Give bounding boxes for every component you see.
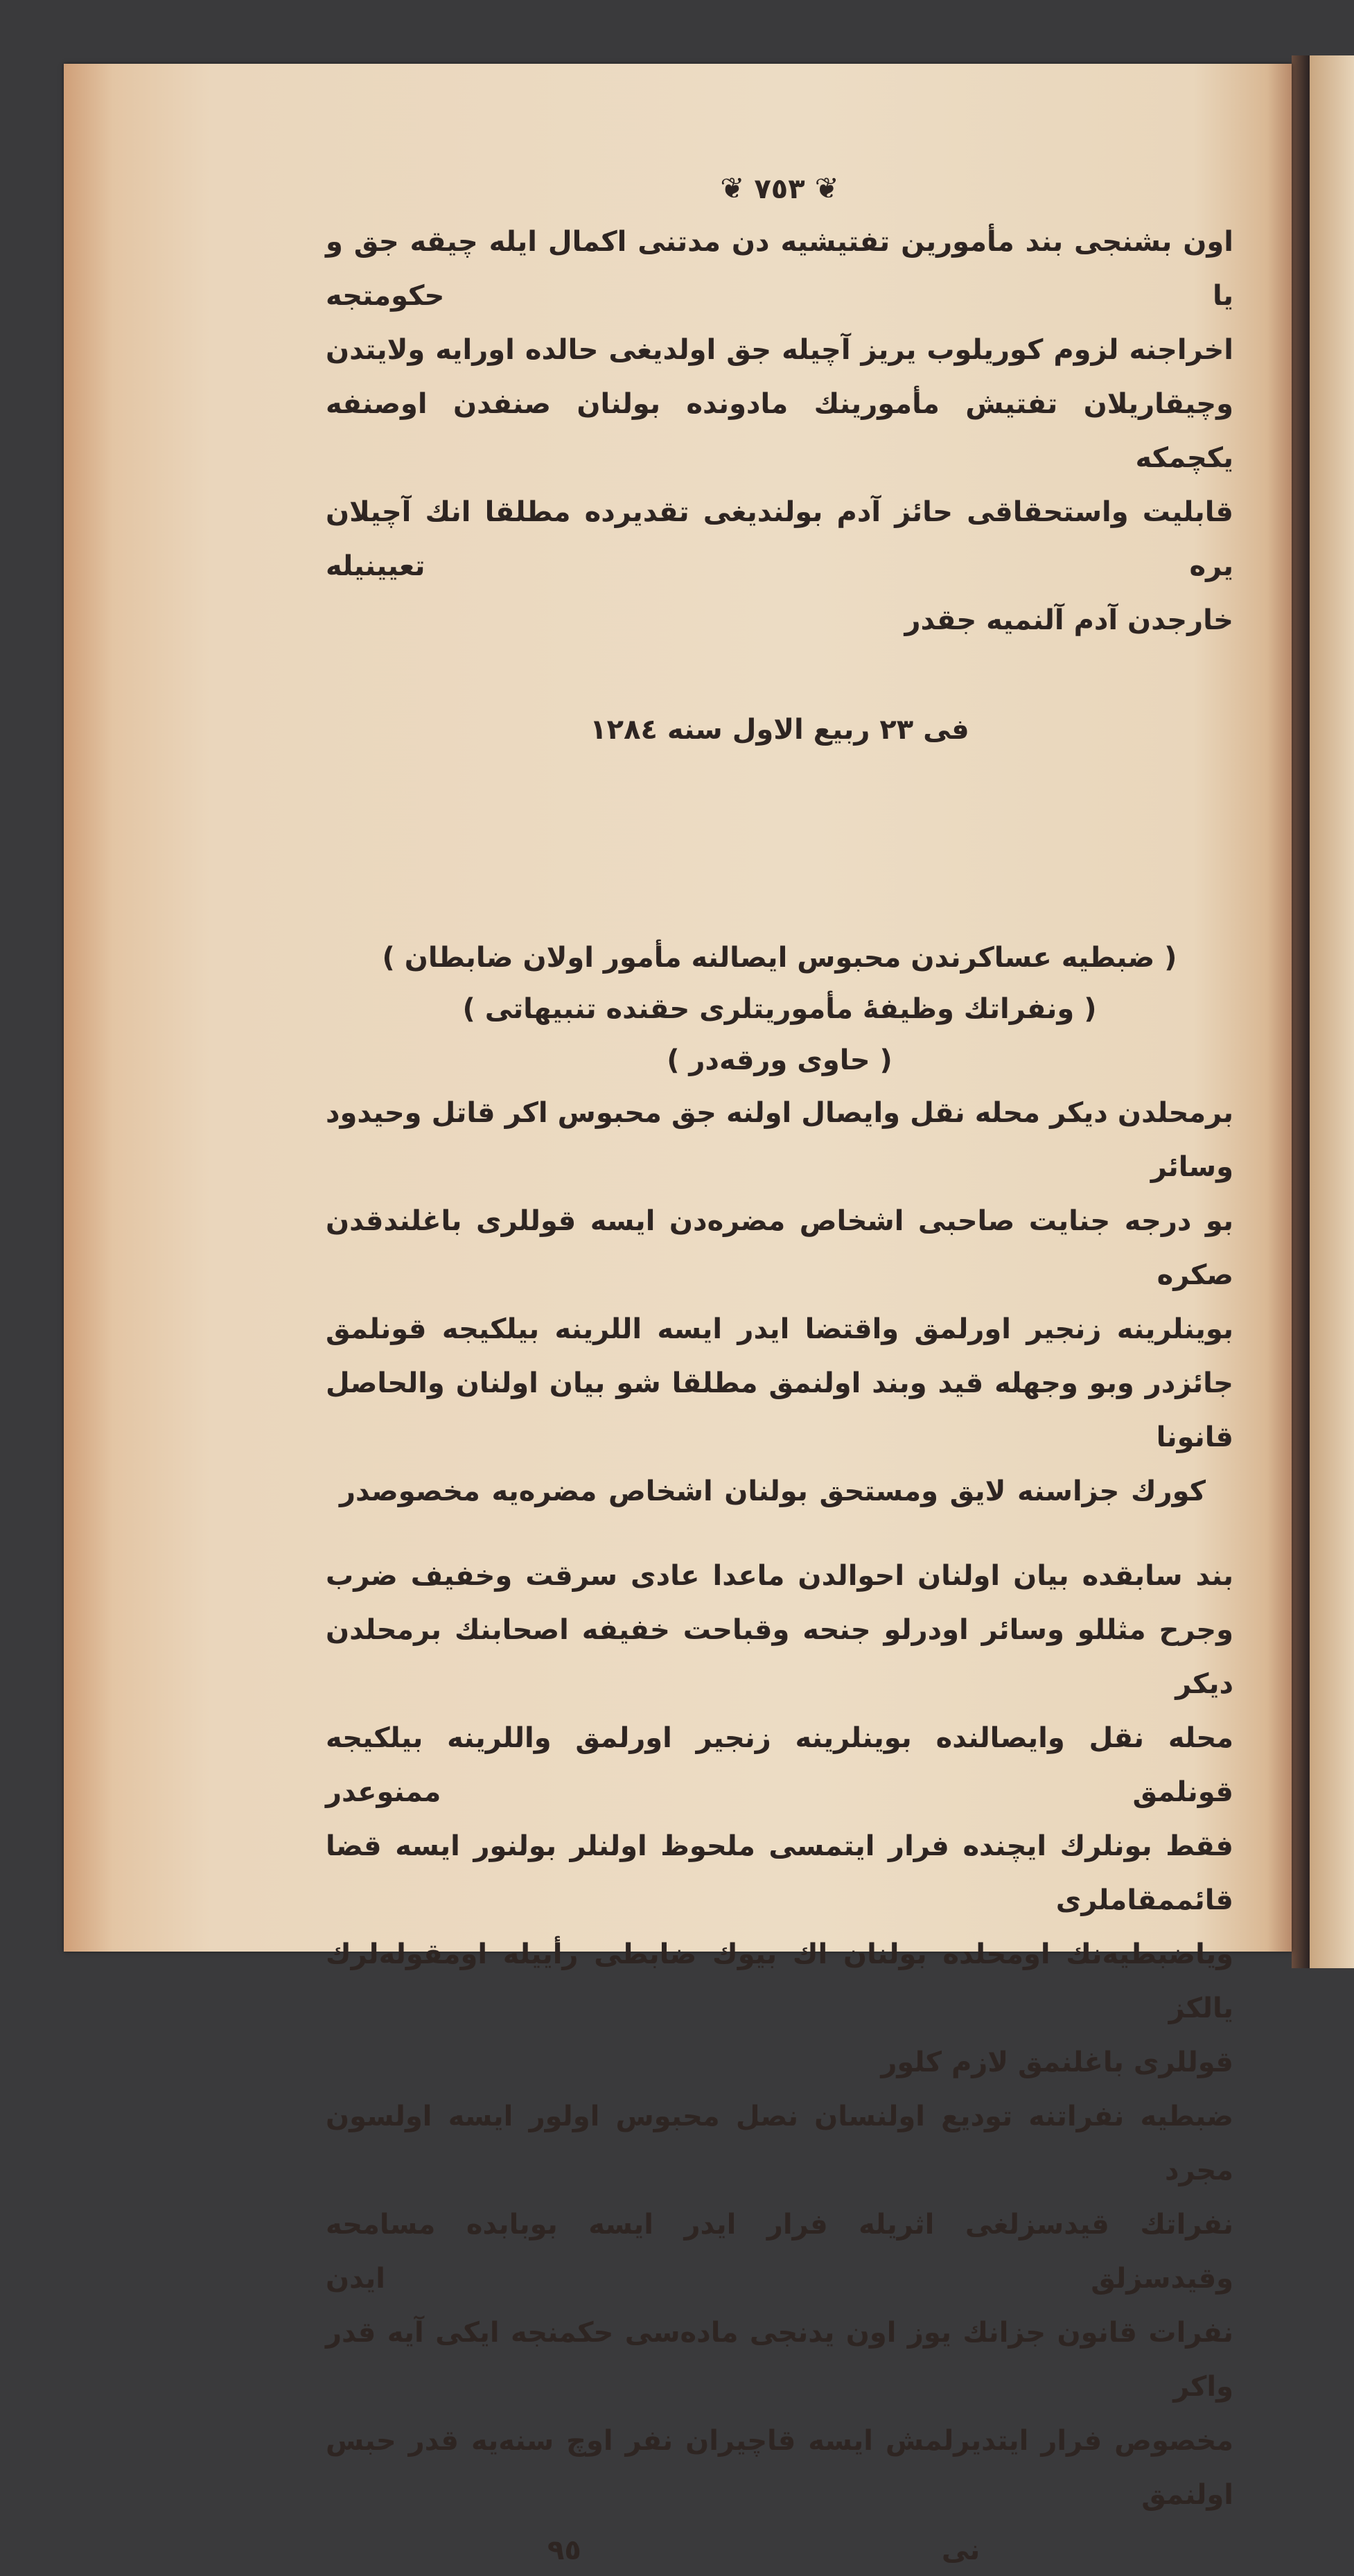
text-line: وجرح مثللو وسائر اودرلو جنحه وقباحت خفیفه اصحابنك برمحلدن دیکر [326,1614,1233,1700]
text-line: جائزدر وبو وجهله قید وبند اولنمق مطلقا شو بیان اولنان والحاصل قانونا [326,1367,1233,1453]
text-line: خارجدن آدم آلنمیه جقدر [904,604,1233,636]
text-line: مخصوص فرار ایتدیرلمش ایسه قاچیران نفر اوچ سنه‌یه قدر حبس اولنمق [326,2425,1233,2511]
text-line: بند سابقده بیان اولنان احوالدن ماعدا عادی سرقت وخفیف ضرب [326,1560,1233,1592]
text-line: نفراتك قیدسزلغی اثریله فرار ایدر ایسه بوبابده مسامحه وقیدسزلق ایدن [326,2209,1233,2295]
text-line: اخراجنه لزوم کوریلوب یریز آچیله جق اولدیغی حالده اورایه ولایتدن [326,334,1233,366]
section-heading: ( حاوی ورقه‌در ) [667,1044,893,1076]
text-line: اون بشنجی بند مأمورین تفتیشیه دن مدتنی اکمال ایله چیقه جق و یا حکومتجه [326,226,1233,312]
text-line: برمحلدن دیکر محله نقل وایصال اولنه جق محبوس اکر قاتل وحیدود وسائر [326,1097,1233,1183]
text-line: قابلیت واستحقاقی حائز آدم بولندیغی تقدیرده مطلقا انك آچیلان یره تعیینیله [326,496,1233,582]
ornament-left-icon: ❦ [720,171,745,205]
text-line: کورك جزاسنه لایق ومستحق بولنان اشخاص مضره‌یه مخصوصدر [340,1475,1206,1507]
text-line: قوللری باغلنمق لازم کلور [881,2047,1233,2078]
text-line: وچیقاریلان تفتیش مأمورینك مادونده بولنان صنفدن اوصنفه یکچمکه [326,388,1233,474]
page-number: ٧٥٣ [754,173,805,205]
date-line: فی ٢٣ ربیع الاول سنه ١٢٨٤ [590,714,969,746]
book-gutter [1292,55,1310,1968]
text-line: محله نقل وایصالنده بوینلرینه زنجیر اورلمق واللرینه بیلکیجه قونلمق ممنوعدر [326,1722,1233,1808]
section-heading: ( ضبطیه عساکرندن محبوس ایصالنه مأمور اولان ضابطان ) [382,942,1177,974]
catchword: نی [941,2534,981,2566]
text-line: نفرات قانون جزانك یوز اون یدنجی ماده‌سی حکمنجه ایکی آیه قدر واکر [326,2317,1233,2403]
text-line: فقط بونلرك ایچنده فرار ایتمسی ملحوظ اولنلر بولنور ایسه قضا قائممقاملری [326,1830,1233,1916]
page-header [326,163,1233,215]
page-footer [326,2525,1233,2576]
ornament-right-icon: ❦ [814,171,839,205]
signature-mark: ٩٥ [547,2534,581,2566]
page-text [326,163,1233,2576]
text-line: بوینلرینه زنجیر اورلمق واقتضا ایدر ایسه اللرینه بیلکیجه قونلمق [326,1313,1233,1345]
section-heading: ( ونفراتك وظیفهٔ مأموریتلری حقنده تنبیهاتی ) [462,993,1097,1025]
text-line: بو درجه جنایت صاحبی اشخاص مضره‌دن ایسه قوللری باغلندقدن صکره [326,1205,1233,1291]
text-line: ویاضبطیه‌نك اومحلده بولنان اك بیوك ضابطی رأییله اومقوله‌لرك یالکز [326,1938,1233,2024]
text-line: ضبطیه نفراتنه تودیع اولنسان نصل محبوس اولور ایسه اولسون مجرد [326,2101,1233,2187]
adjacent-page-edge [1310,55,1354,1968]
